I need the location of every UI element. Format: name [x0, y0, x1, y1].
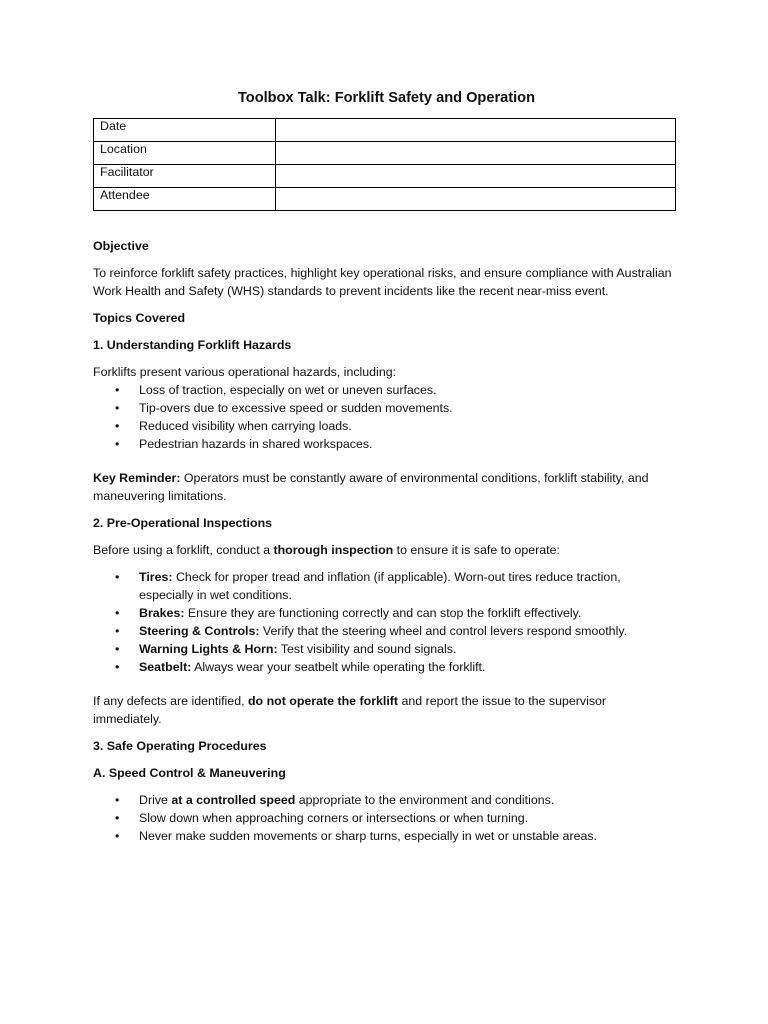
bullet-icon: •: [115, 383, 120, 397]
date-label: Date: [94, 119, 276, 142]
list-item: • Loss of traction, especially on wet or uneven surfaces.: [115, 383, 437, 397]
list-item: • Drive at a controlled speed appropriate to the environment and conditions.: [115, 793, 555, 807]
bullet-icon: •: [115, 606, 120, 620]
facilitator-label: Facilitator: [94, 165, 276, 188]
bullet-icon: •: [115, 642, 120, 656]
location-value: [276, 142, 676, 165]
section1-intro: Forklifts present various operational hazards, including:: [93, 365, 397, 379]
attendee-label: Attendee: [94, 188, 276, 211]
facilitator-value: [276, 165, 676, 188]
speed-list: [93, 791, 678, 845]
info-table: [93, 118, 676, 211]
section2-intro: Before using a forklift, conduct a thorough inspection to ensure it is safe to operate:: [93, 543, 560, 557]
table-row: [94, 142, 676, 165]
list-item: • Never make sudden movements or sharp turns, especially in wet or unstable areas.: [115, 829, 597, 843]
key-reminder: Key Reminder: Operators must be constantly aware of environmental conditions, forklift stability, and maneuvering limitations.: [93, 471, 649, 503]
bullet-icon: •: [115, 829, 120, 843]
document-page: [93, 88, 678, 845]
section2-heading: 2. Pre-Operational Inspections: [93, 516, 273, 530]
document-title: Toolbox Talk: Forklift Safety and Operation: [237, 90, 536, 106]
list-item: • Brakes: Ensure they are functioning correctly and can stop the forklift effectively.: [115, 606, 582, 620]
table-row: [94, 188, 676, 211]
objective-text: To reinforce forklift safety practices, highlight key operational risks, and ensure compliance with Australian Work Health and Safety (WHS) standards to prevent incidents like the recent near-miss event.: [93, 266, 672, 298]
bullet-icon: •: [115, 811, 120, 825]
section1-heading: 1. Understanding Forklift Hazards: [93, 338, 292, 352]
bullet-icon: •: [115, 624, 120, 638]
bullet-icon: •: [115, 570, 120, 584]
objective-heading: Objective: [93, 239, 149, 253]
attendee-value: [276, 188, 676, 211]
list-item: • Warning Lights & Horn: Test visibility and sound signals.: [115, 642, 457, 656]
bullet-icon: •: [115, 793, 120, 807]
list-item: • Pedestrian hazards in shared workspaces.: [115, 437, 373, 451]
list-item: • Tires: Check for proper tread and inflation (if applicable). Worn-out tires reduce traction, especially in wet conditions.: [115, 570, 621, 602]
list-item: • Seatbelt: Always wear your seatbelt while operating the forklift.: [115, 660, 486, 674]
bullet-icon: •: [115, 401, 120, 415]
section3a-heading: A. Speed Control & Maneuvering: [93, 766, 286, 780]
defects-note: If any defects are identified, do not operate the forklift and report the issue to the supervisor immediately.: [93, 694, 607, 726]
list-item: • Slow down when approaching corners or intersections or when turning.: [115, 811, 529, 825]
list-item: • Steering & Controls: Verify that the steering wheel and control levers respond smoothly.: [115, 624, 628, 638]
list-item: • Tip-overs due to excessive speed or sudden movements.: [115, 401, 453, 415]
section3-heading: 3. Safe Operating Procedures: [93, 739, 267, 753]
inspection-list: [93, 568, 678, 676]
bullet-icon: •: [115, 660, 120, 674]
list-item: • Reduced visibility when carrying loads.: [115, 419, 352, 433]
key-reminder-label: Key Reminder:: [93, 471, 181, 485]
table-row: [94, 165, 676, 188]
table-row: [94, 119, 676, 142]
date-value: [276, 119, 676, 142]
topics-heading: Topics Covered: [93, 311, 186, 325]
bullet-icon: •: [115, 419, 120, 433]
hazards-list: [93, 381, 678, 453]
location-label: Location: [94, 142, 276, 165]
bullet-icon: •: [115, 437, 120, 451]
